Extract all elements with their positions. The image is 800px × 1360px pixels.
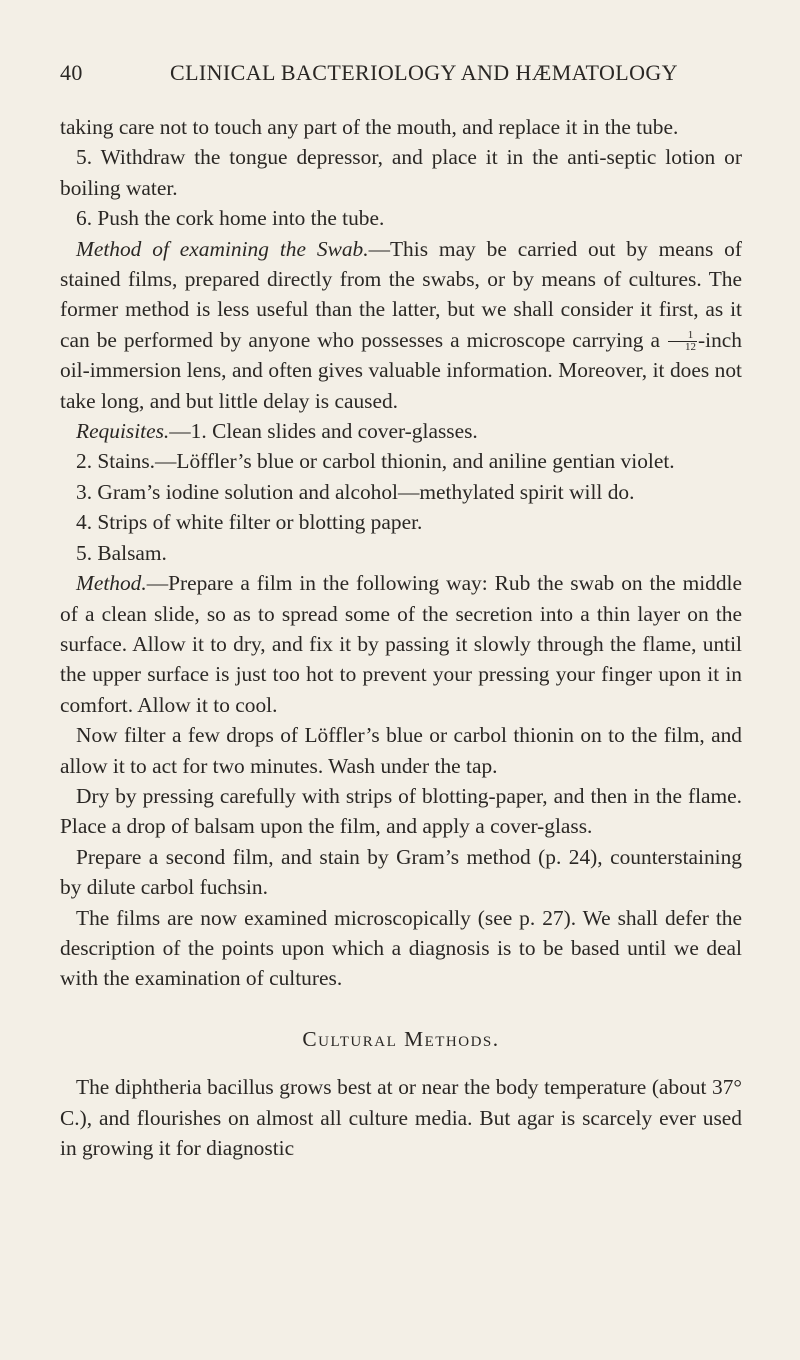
requisite-3 xyxy=(60,477,742,507)
requisite-4 xyxy=(60,507,742,537)
subheading-italic: Method of examining the Swab. xyxy=(76,236,369,261)
paragraph-text: —Prepare a film in the following way: Rub the swab on the middle of a clean slide, so as to spread some of the secretion into a thin layer on the surface. Allow it to dry, and fix it by passing it slowly through the flame, until the upper surface is just too hot to prevent your pressing your finger upon it in comfort. Allow it to cool. xyxy=(60,571,742,717)
second-film-paragraph xyxy=(60,842,742,903)
staining-paragraph xyxy=(60,720,742,781)
method-paragraph xyxy=(60,568,742,720)
fraction xyxy=(668,330,697,353)
paragraph-text: -inch oil-immersion lens, and often gives valuable information. Moreover, it does not take long, and but little delay is caused. xyxy=(60,327,742,413)
paragraph-text: —This may be carried out by means of stained films, prepared directly from the swabs, or by means of cultures. The former method is less useful than the latter, but we shall consider it first, as it can be performed by anyone who possesses a microscope carrying a xyxy=(60,236,742,352)
cultural-methods-paragraph xyxy=(60,1072,742,1163)
requisite-5 xyxy=(60,538,742,568)
fraction-denominator: 12 xyxy=(685,341,697,354)
paragraph-continuation xyxy=(60,112,742,142)
paragraph-text: 3. Gram’s iodine solution and alcohol—methylated spirit will do. xyxy=(76,479,635,504)
requisite-2 xyxy=(60,446,742,476)
paragraph-text: 2. Stains.—Löffler’s blue or carbol thionin, and aniline gentian violet. xyxy=(76,449,675,474)
paragraph-text: 4. Strips of white filter or blotting paper. xyxy=(76,510,423,535)
drying-paragraph xyxy=(60,781,742,842)
paragraph-text: Now filter a few drops of Löffler’s blue or carbol thionin on to the film, and allow it to act for two minutes. Wash under the tap. xyxy=(60,723,742,778)
step-5 xyxy=(60,142,742,203)
paragraph-text: The diphtheria bacillus grows best at or near the body temperature (about 37° C.), and flourishes on almost all culture media. But agar is scarcely ever used in growing it for diagnostic xyxy=(60,1075,742,1160)
fraction-numerator: 1 xyxy=(668,330,697,342)
paragraph-text: taking care not to touch any part of the mouth, and replace it in the tube. xyxy=(60,115,679,139)
paragraph-text: 6. Push the cork home into the tube. xyxy=(76,206,385,231)
paragraph-text: The films are now examined microscopically (see p. 27). We shall defer the description of the points upon which a diagnosis is to be based until we deal with the examination of cultures. xyxy=(60,905,742,991)
paragraph-text: Dry by pressing carefully with strips of blotting-paper, and then in the flame. Place a drop of balsam upon the film, and apply a cover-glass. xyxy=(60,783,742,839)
page-number: 40 xyxy=(60,60,83,85)
running-head xyxy=(60,60,760,90)
requisites-paragraph xyxy=(60,416,742,446)
method-of-examining-paragraph xyxy=(60,234,742,416)
paragraph-text: Prepare a second film, and stain by Gram’s method (p. 24), counterstaining by dilute carbol fuchsin. xyxy=(60,844,742,900)
body-text xyxy=(60,112,742,1163)
subheading-italic: Requisites. xyxy=(76,419,170,444)
subheading-italic: Method. xyxy=(76,571,147,596)
examination-paragraph xyxy=(60,903,742,994)
step-6 xyxy=(60,203,742,233)
paragraph-text: —1. Clean slides and cover-glasses. xyxy=(169,419,478,444)
section-heading: Cultural Methods. xyxy=(302,1026,500,1051)
paragraph-text: 5. Balsam. xyxy=(76,540,167,565)
running-title: CLINICAL BACTERIOLOGY AND HÆMATOLOGY xyxy=(170,60,678,85)
paragraph-text: 5. Withdraw the tongue depressor, and place it in the anti-septic lotion or boiling water. xyxy=(60,145,742,200)
